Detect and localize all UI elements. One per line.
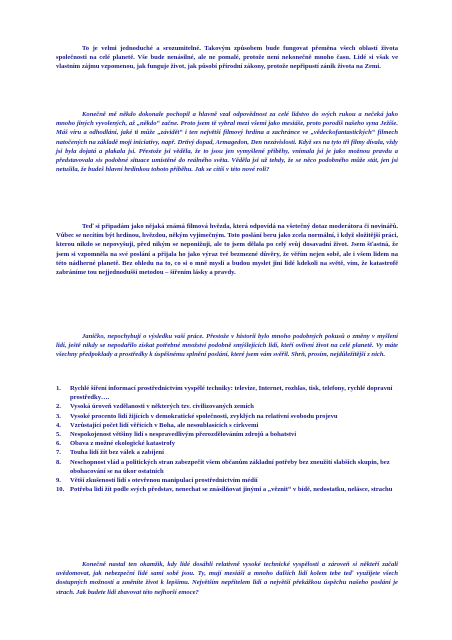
list-item: 10. Potřeba lidí žít podle svých představ, nenechat se znásilňovat jinými a „věznit“ v bídě, nedostatku, nelásce, strachu: [56, 486, 393, 494]
requirements-list: [56, 384, 398, 494]
paragraph-4: Janičko, nepochybují o výsledku vaší práce. Přestože v historii bylo mnoho podobných pokusů o změny v myšlení lidí, ještě nikdy se nepodařilo získat potřebné množství podobně smýšlejících lidí, kteří ovlivní život na celé planetě. Vy máte všechny předpoklady a prostředky k úspěšnému splnění poslání, které jsem vám svěřil. Shrň, prosím, nejdůležitější z nich.: [56, 333, 398, 359]
paragraph-1: To je velmi jednoduché a srozumitelné. Takovým způsobem bude fungovat přeměna všech oblastí života společnosti na celé planetě. Vše bude nenásilné, ale ne pomalé, protože není nekonečně mnoho času. Lidé si však ve vlastním zájmu vzpomenou, jak funguje život, jak působí přírodní zákony, protože nepřipustí zánik života na Zemi.: [56, 45, 398, 71]
list-item: 8. Neschopnost vlád a politických stran zabezpečit všem občanům základní potřeby bez zneužití slabších skupin, bez obohacování se na úkor ostatních: [56, 458, 390, 475]
list-item: 1. Rychlé šíření informací prostřednictvím vyspělé techniky: televize, Internet, rozhlas, tisk, telefony, rychlé dopravní prostředky….: [56, 385, 393, 402]
list-item: 4. Vzrůstající počet lidí věřících v Boha, ale nesoublasících s církvemi: [56, 421, 259, 429]
list-item: 9. Větší zkušenosti lidí s otevřenou manipulací prostřednictvím médií: [56, 477, 258, 485]
paragraph-5: Konečně nastal ten okamžik, kdy lidé dosáhli relativně vysoké technické vyspělosti a zároveň si někteří začali uvědomovat, jak nebezpeční lidé sami sobě jsou. Ty, mují mesiáši a mnoho dalších lidí kolem tebe teď využijete všech dostupných možností a změníte život k lepšímu. Největším nepřítelem lidí a největší překážkou úspěchu našeho poslání je strach. Jak budete lidi zbavovat této nejhorší emoce?: [56, 561, 398, 596]
list-item: 3. Vysoké procento lidí žijících v demokratické společnosti, zvyklých na relativní svobodu projevu: [56, 412, 338, 420]
list-item: 5. Nespokojenost většiny lidí s nespravedlivým přerozdělováním zdrojů a bohatství: [56, 431, 297, 439]
list-item: 6. Obava z možné ekologické katastrofy: [56, 440, 176, 448]
list-item: 7. Touha lidí žít bez válek a zabíjení: [56, 449, 164, 457]
paragraph-3: Teď si připadám jako nějaká známá filmová hvězda, která odpovídá na všetečný dotaz moderátora či novinářů. Vůbec se necítím být hrdinou, hvězdou, někým vyjímečným. Toto poslání beru jako zcela normální, i když složitější práci, kterou nikdo se nepovyšuji, před nikým se neponižuji, ale to jsem dělala po celý svůj dosavadní život. Jsem šťastná, že jsem si vzpomněla na své poslání a přijala ho jako výraz tvé bezmezné důvěry, že věřím nejen sobě, ale i všem lidem na této nádherné planetě. Bez ohledu na to, co si o mně myslí a budou myslet jiní lidé kdekoli na světě, vím, že katastrofě zabráníme tou nejjednodušší metodou – šířením lásky a pravdy.: [56, 223, 398, 277]
list-item: 2. Vysoká úroveň vzdělanosti v některých tzv. civilizovaných zemích: [56, 403, 254, 411]
paragraph-2: Konečně mě někdo dokonale pochopil a hlavně vzal odpovědnost za celé lidstvo do svých rukou a nečeká jako mnoho jiných vyvolených, až „někdo“ začne. Proto jsem tě vybral mezi všemi jako mesiáše, proto porodíš našeho syna Ježíše. Máš víru a odhodlání, jaké ti může „závidět“ i ten největší filmový hrdina a zachránce ve „vědeckofantastických“ filmech natočených na základě mojí iniciativy, např. Drtivý dopad, Armagedon, Den nezávislosti. Když ses na tyto tři filmy dívala, vždy jsi byla dojatá a plakala jsi. Přestože jsi věděla, že to jsou jen vymyšlené příběhy, vnímala jsi je jako možnou pravdu a představovala sis podobné situace umístěné do reálného světa. Věděla jsi už tehdy, že se něco podobného může stát, jen jsi netušila, že budeš hlavní hrdinkou tohoto příběhu. Jak se cítíš v této nové roli?: [56, 111, 398, 174]
